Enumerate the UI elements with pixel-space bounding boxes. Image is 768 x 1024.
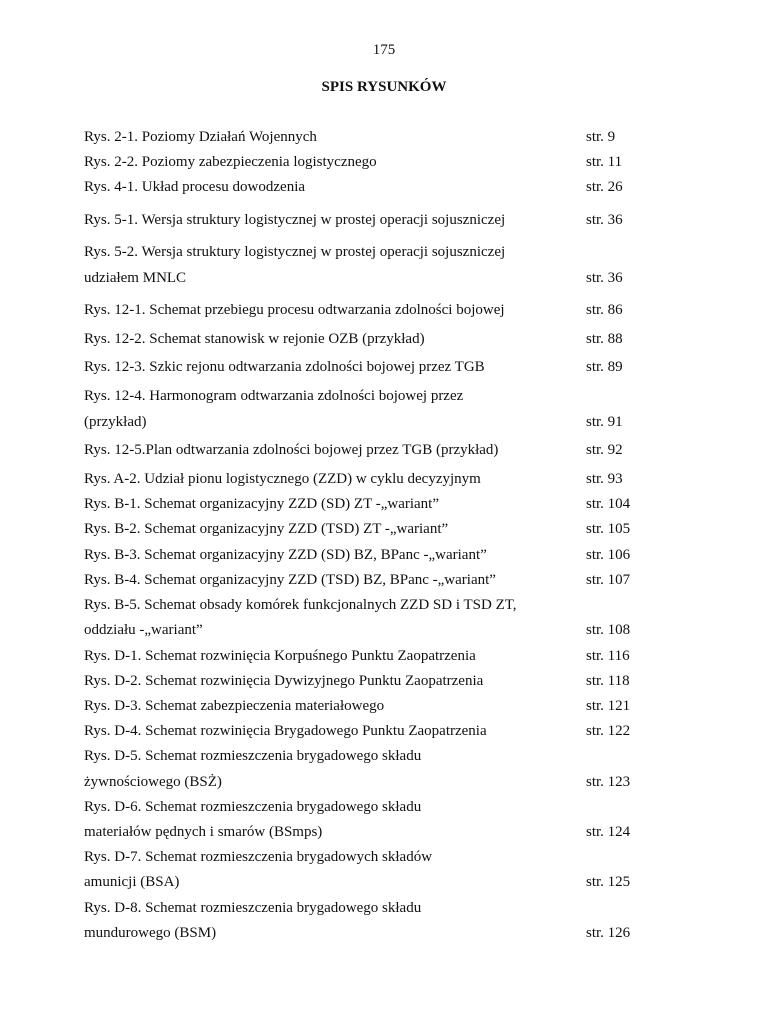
- figure-entry-page: str. 11: [586, 154, 623, 170]
- figure-entry-title: Rys. D-7. Schemat rozmieszczenia brygadowych składów: [84, 849, 433, 865]
- figure-entry-page: str. 124: [586, 824, 631, 840]
- figure-entry-title: Rys. D-6. Schemat rozmieszczenia brygadowego składu: [84, 799, 422, 815]
- figure-entry-page: str. 26: [586, 179, 623, 195]
- figure-entry-page: str. 93: [586, 471, 623, 487]
- figure-entry-page: str. 126: [586, 925, 631, 941]
- figure-entry-title: żywnościowego (BSŻ): [84, 774, 222, 790]
- figure-entry-page: str. 36: [586, 270, 623, 286]
- figure-entry-page: str. 88: [586, 331, 623, 347]
- figure-entry-page: str. 108: [586, 622, 631, 638]
- figure-entry-page: str. 106: [586, 547, 631, 563]
- figure-entry-page: str. 118: [586, 673, 630, 689]
- figure-entry-title: Rys. B-3. Schemat organizacyjny ZZD (SD) BZ, BPanc -„wariant”: [84, 547, 487, 563]
- figure-entry-title: Rys. D-5. Schemat rozmieszczenia brygadowego składu: [84, 748, 422, 764]
- figure-entry-title: Rys. D-1. Schemat rozwinięcia Korpuśnego Punktu Zaopatrzenia: [84, 648, 476, 664]
- figure-entry-page: str. 86: [586, 302, 623, 318]
- figure-entry-page: str. 36: [586, 212, 623, 228]
- figure-entry-title: Rys. 5-2. Wersja struktury logistycznej w prostej operacji sojuszniczej: [84, 244, 506, 260]
- figure-entry-title: Rys. B-2. Schemat organizacyjny ZZD (TSD) ZT -„wariant”: [84, 521, 449, 537]
- figure-entry-page: str. 122: [586, 723, 631, 739]
- figure-entry-page: str. 89: [586, 359, 623, 375]
- figure-entry-title: mundurowego (BSM): [84, 925, 217, 941]
- figure-entry-title: Rys. 12-1. Schemat przebiegu procesu odtwarzania zdolności bojowej: [84, 302, 505, 318]
- figure-entry-title: Rys. 5-1. Wersja struktury logistycznej w prostej operacji sojuszniczej: [84, 212, 506, 228]
- figure-entry-title: Rys. 4-1. Układ procesu dowodzenia: [84, 179, 306, 195]
- figure-entry-title: Rys. 12-3. Szkic rejonu odtwarzania zdolności bojowej przez TGB: [84, 359, 485, 375]
- figure-entry-page: str. 125: [586, 874, 631, 890]
- figure-entry-page: str. 107: [586, 572, 631, 588]
- figure-entry-title: Rys. 2-1. Poziomy Działań Wojennych: [84, 129, 317, 145]
- figure-entry-title: materiałów pędnych i smarów (BSmps): [84, 824, 323, 840]
- figure-entry-page: str. 121: [586, 698, 631, 714]
- figure-entry-page: str. 123: [586, 774, 631, 790]
- page-title: SPIS RYSUNKÓW: [321, 79, 447, 95]
- figure-entry-title: amunicji (BSA): [84, 874, 180, 890]
- figure-entry-page: str. 104: [586, 496, 631, 512]
- figure-entry-title: udziałem MNLC: [84, 270, 187, 286]
- figure-entry-title: (przykład): [84, 414, 147, 430]
- figure-entry-title: Rys. D-3. Schemat zabezpieczenia materiałowego: [84, 698, 385, 714]
- figure-entry-page: str. 116: [586, 648, 630, 664]
- page-number: 175: [372, 42, 396, 58]
- figure-entry-title: oddziału -„wariant”: [84, 622, 203, 638]
- figure-entry-title: Rys. B-1. Schemat organizacyjny ZZD (SD) ZT -„wariant”: [84, 496, 439, 512]
- figure-entry-title: Rys. 12-2. Schemat stanowisk w rejonie OZB (przykład): [84, 331, 425, 347]
- figure-entry-title: Rys. B-4. Schemat organizacyjny ZZD (TSD) BZ, BPanc -„wariant”: [84, 572, 496, 588]
- figure-entry-title: Rys. B-5. Schemat obsady komórek funkcjonalnych ZZD SD i TSD ZT,: [84, 597, 517, 613]
- figure-entry-page: str. 92: [586, 442, 623, 458]
- figure-entry-page: str. 9: [586, 129, 616, 145]
- figure-entry-title: Rys. D-4. Schemat rozwinięcia Brygadowego Punktu Zaopatrzenia: [84, 723, 487, 739]
- figure-entry-title: Rys. 12-4. Harmonogram odtwarzania zdolności bojowej przez: [84, 388, 464, 404]
- figure-entry-page: str. 91: [586, 414, 623, 430]
- figure-entry-page: str. 105: [586, 521, 631, 537]
- figure-entry-title: Rys. A-2. Udział pionu logistycznego (ZZD) w cyklu decyzyjnym: [84, 471, 481, 487]
- figure-entry-title: Rys. D-2. Schemat rozwinięcia Dywizyjnego Punktu Zaopatrzenia: [84, 673, 484, 689]
- figure-entry-title: Rys. 2-2. Poziomy zabezpieczenia logistycznego: [84, 154, 377, 170]
- figure-entry-title: Rys. D-8. Schemat rozmieszczenia brygadowego składu: [84, 900, 422, 916]
- figure-entry-title: Rys. 12-5.Plan odtwarzania zdolności bojowej przez TGB (przykład): [84, 442, 499, 458]
